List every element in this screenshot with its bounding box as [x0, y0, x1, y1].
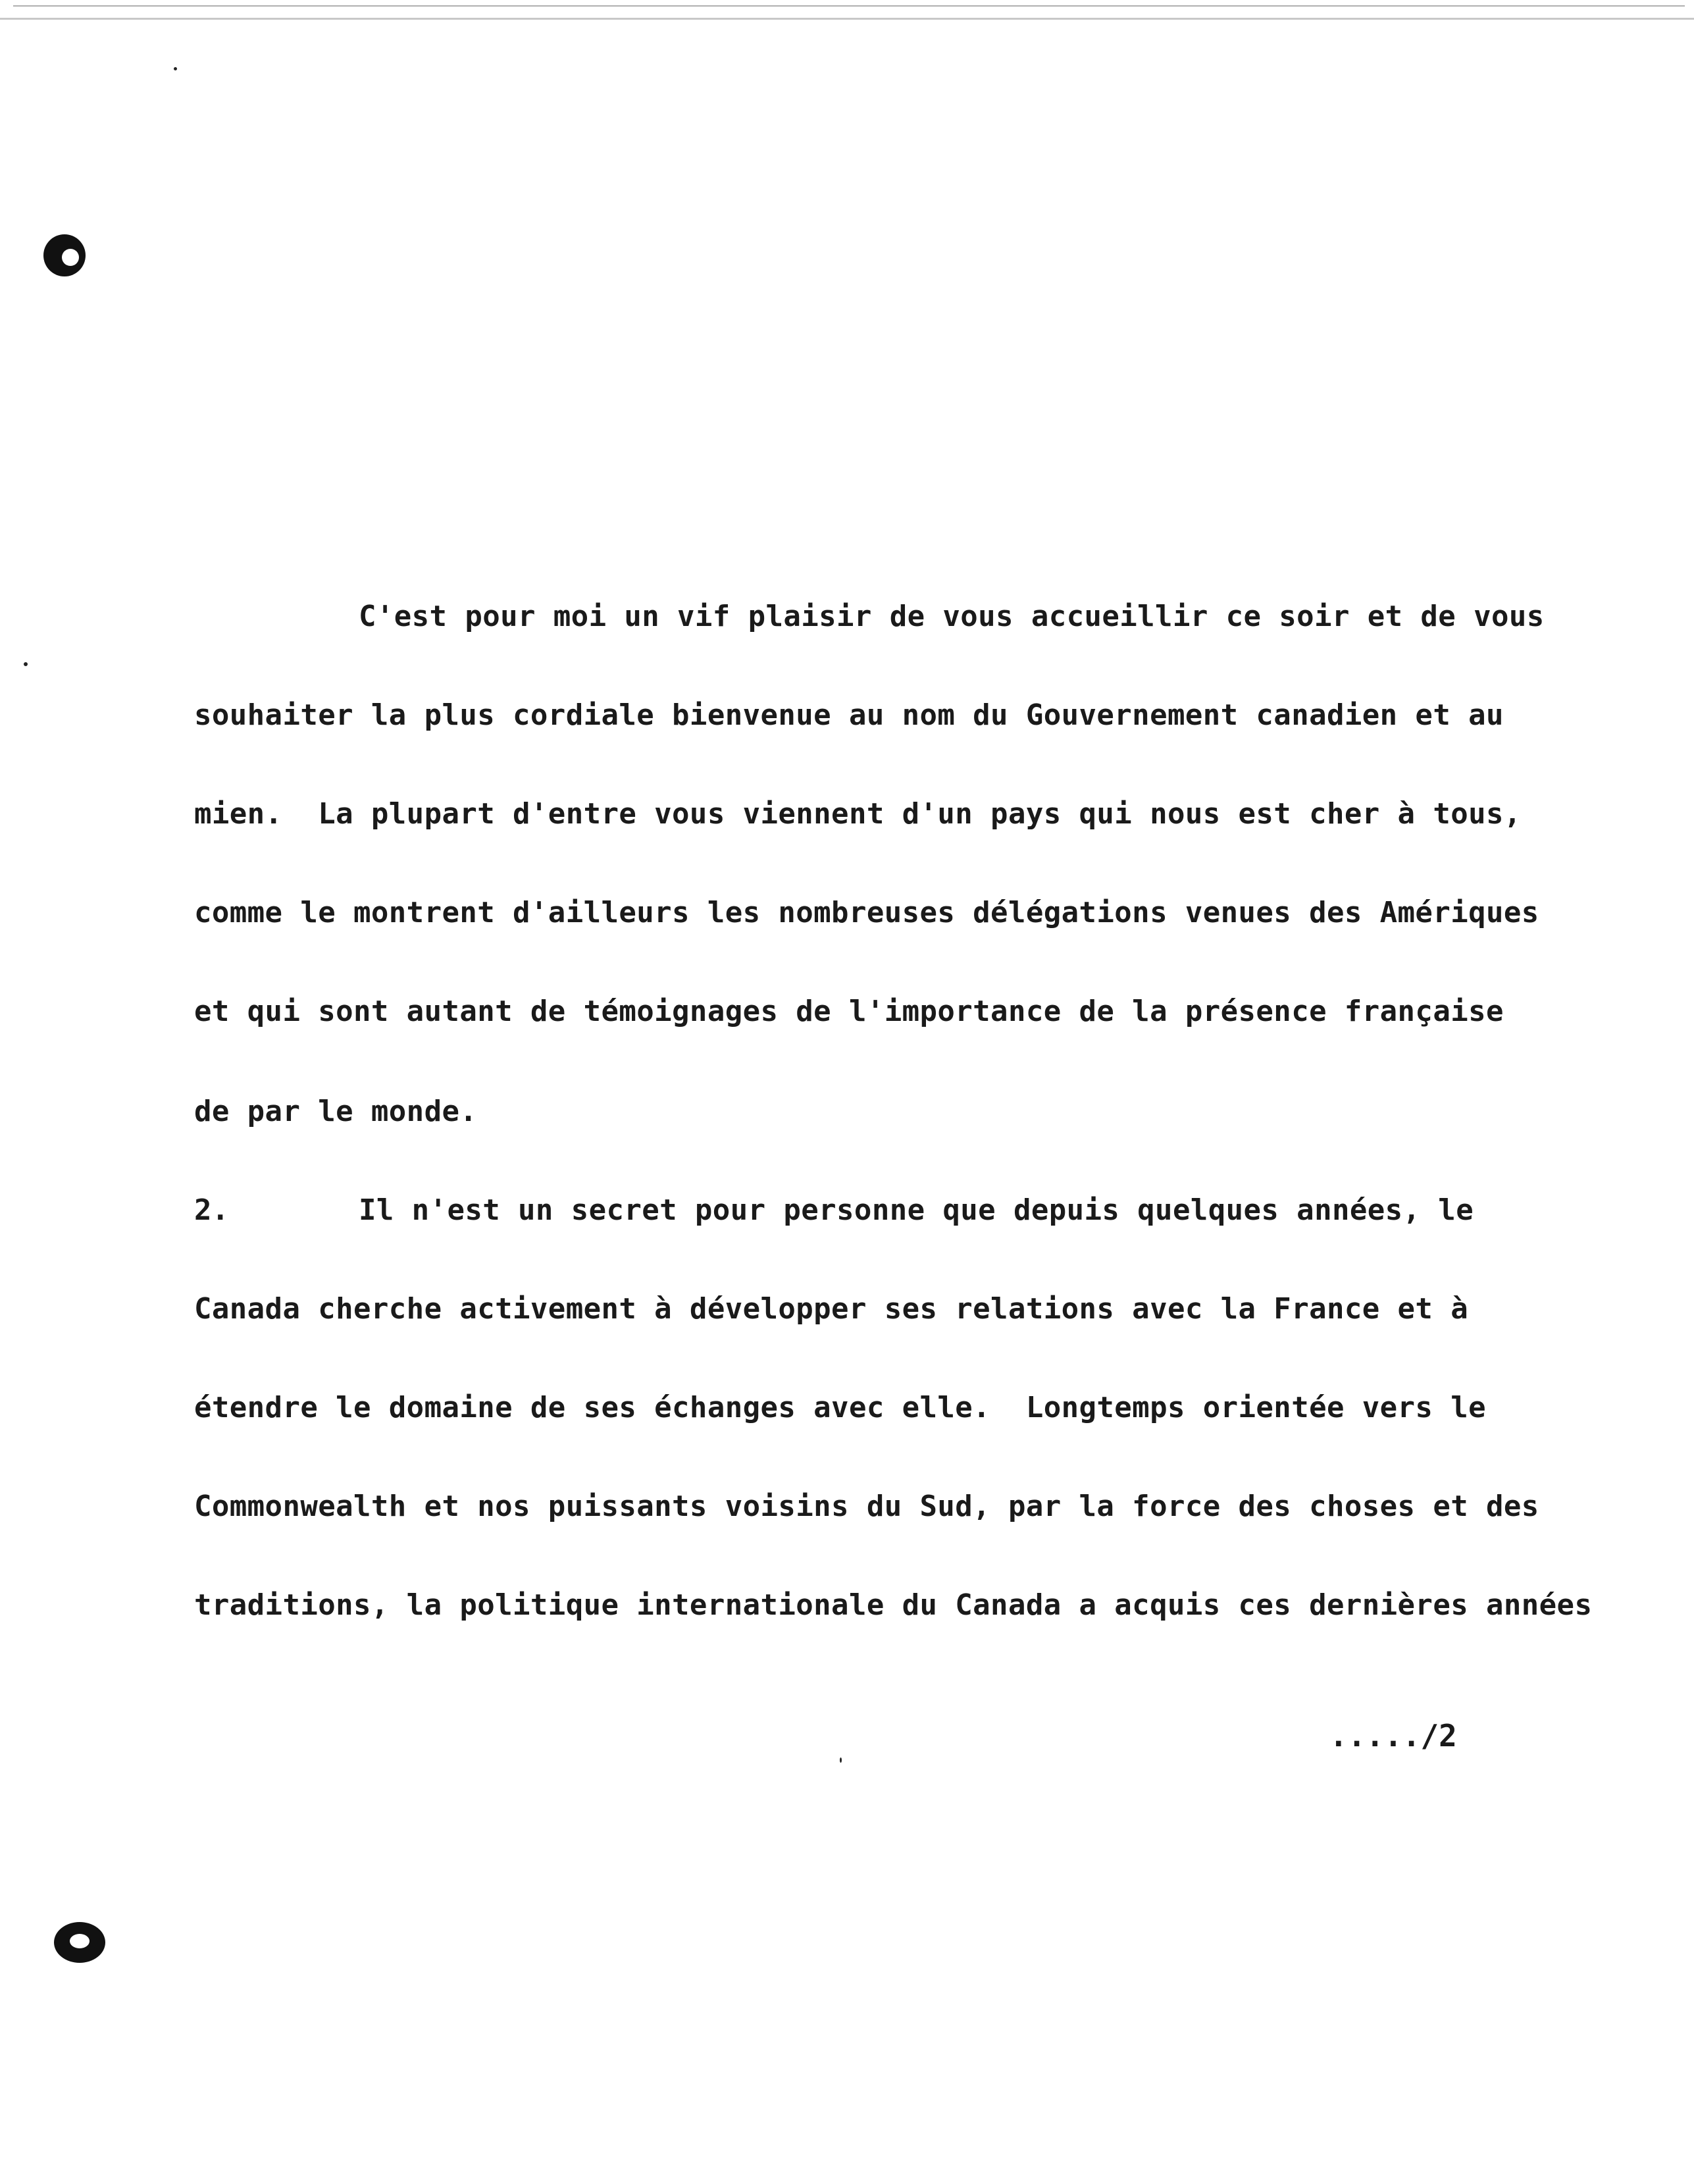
paragraph-1-line-4: comme le montrent d'ailleurs les nombreuses délégations venues des Amériques — [194, 896, 1539, 929]
paragraph-2-line-4: Commonwealth et nos puissants voisins du Sud, par la force des choses et des — [194, 1490, 1539, 1523]
scan-speck — [24, 662, 28, 666]
paragraph-2-line-5: traditions, la politique internationale du Canada a acquis ces dernières années — [194, 1588, 1593, 1622]
punch-hole-top — [43, 234, 86, 276]
paragraph-2-line-3: étendre le domaine de ses échanges avec elle. Longtemps orientée vers le — [194, 1391, 1486, 1424]
scan-speck — [840, 1757, 842, 1763]
page-continuation-marker: ...../2 — [1329, 1718, 1457, 1754]
paragraph-1-line-5: et qui sont autant de témoignages de l'importance de la présence française — [194, 995, 1504, 1028]
paragraph-2-line-1: Il n'est un secret pour personne que depuis quelques années, le — [359, 1193, 1474, 1227]
paragraph-1-line-2: souhaiter la plus cordiale bienvenue au nom du Gouvernement canadien et au — [194, 698, 1504, 732]
paragraph-1-line-1: C'est pour moi un vif plaisir de vous accueillir ce soir et de vous — [359, 600, 1545, 633]
paragraph-1-line-6: de par le monde. — [194, 1095, 478, 1128]
punch-hole-bottom — [54, 1922, 105, 1963]
paragraph-2-line-2: Canada cherche activement à développer ses relations avec la France et à — [194, 1292, 1469, 1326]
scan-speck — [174, 67, 177, 70]
paragraph-2-number: 2. — [194, 1193, 229, 1227]
page-top-edge — [0, 0, 1694, 20]
paragraph-1-line-3: mien. La plupart d'entre vous viennent d'un pays qui nous est cher à tous, — [194, 797, 1522, 831]
